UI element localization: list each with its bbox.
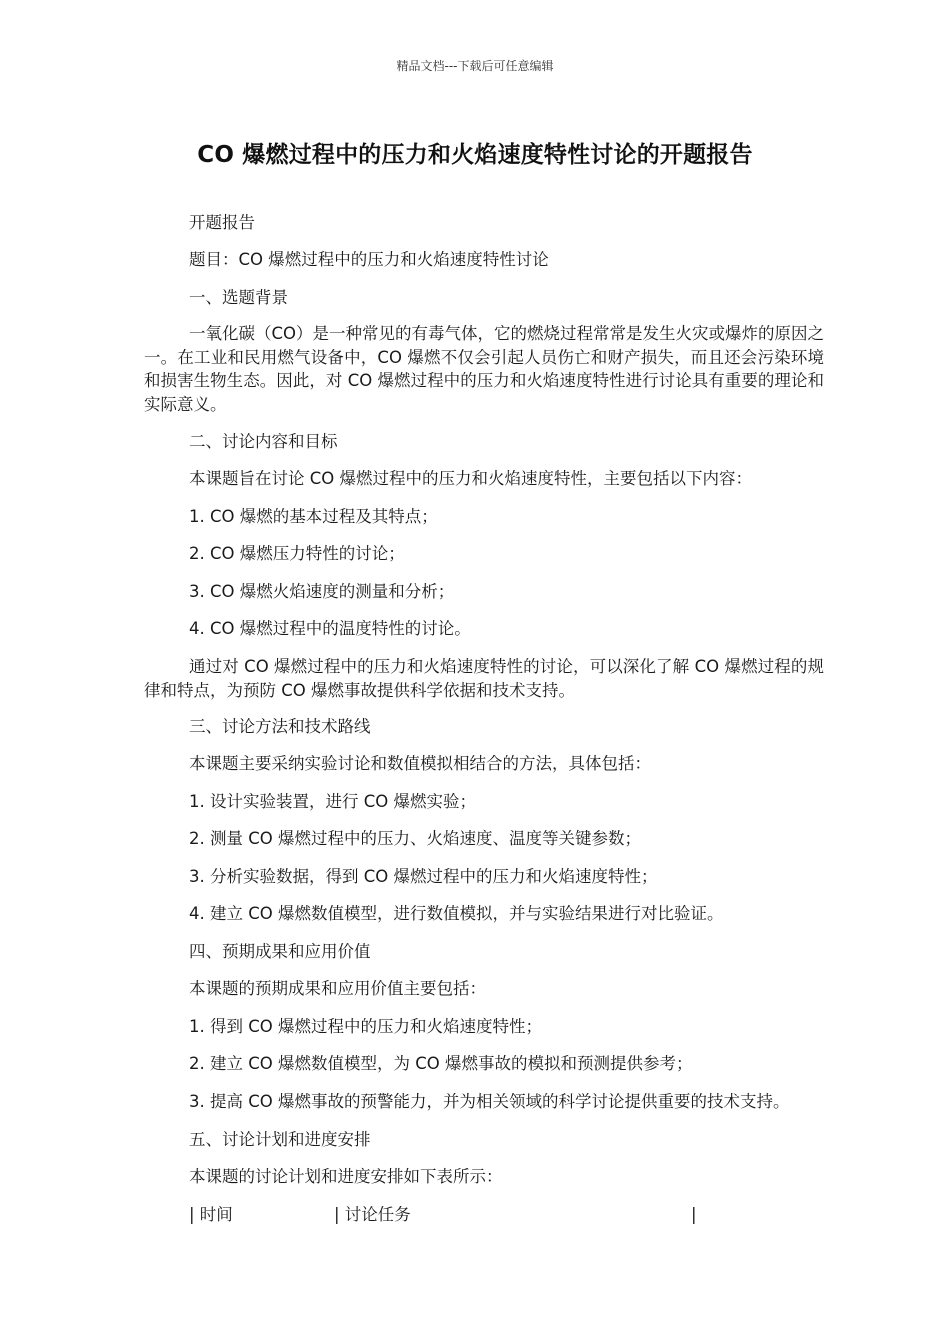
section-2-paragraph: 通过对 CO 爆燃过程中的压力和火焰速度特性的讨论，可以深化了解 CO 爆燃过程的规律和特点，为预防 CO 爆燃事故提供科学依据和技术支持。: [144, 657, 824, 700]
list-item: 2. 建立 CO 爆燃数值模型，为 CO 爆燃事故的模拟和预测提供参考；: [189, 1054, 693, 1073]
section-1-paragraph: 一氧化碳（CO）是一种常见的有毒气体，它的燃烧过程常常是发生火灾或爆炸的原因之一。在工业和民用燃气设备中，CO 爆燃不仅会引起人员伤亡和财产损失，而且还会污染环境和损害生物生态。因此，对 CO 爆燃过程中的压力和火焰速度特性进行讨论具有重要的理论和实际意义。: [144, 324, 825, 414]
header-watermark: 精品文档---下载后可任意编辑: [396, 59, 554, 73]
list-item: 1. 设计实验装置，进行 CO 爆燃实验；: [189, 792, 476, 811]
list-item: 4. CO 爆燃过程中的温度特性的讨论。: [189, 619, 471, 638]
section-5-intro: 本课题的讨论计划和进度安排如下表所示：: [189, 1167, 503, 1186]
table-header-task: | 讨论任务: [334, 1205, 411, 1224]
section-4-intro: 本课题的预期成果和应用价值主要包括：: [189, 979, 486, 998]
section-2-intro: 本课题旨在讨论 CO 爆燃过程中的压力和火焰速度特性，主要包括以下内容：: [189, 469, 752, 488]
section-heading-1: 一、选题背景: [189, 288, 288, 307]
list-item: 1. CO 爆燃的基本过程及其特点；: [189, 507, 438, 526]
list-item: 2. CO 爆燃压力特性的讨论；: [189, 544, 405, 563]
section-heading-3: 三、讨论方法和技术路线: [189, 717, 371, 736]
document-title: CO 爆燃过程中的压力和火焰速度特性讨论的开题报告: [197, 142, 753, 168]
list-item: 3. 分析实验数据，得到 CO 爆燃过程中的压力和火焰速度特性；: [189, 867, 658, 886]
table-header-time: | 时间: [189, 1205, 233, 1224]
list-item: 3. CO 爆燃火焰速度的测量和分析；: [189, 582, 455, 601]
section-3-intro: 本课题主要采纳实验讨论和数值模拟相结合的方法，具体包括：: [189, 754, 651, 773]
report-label: 开题报告: [189, 213, 255, 232]
list-item: 2. 测量 CO 爆燃过程中的压力、火焰速度、温度等关键参数；: [189, 829, 641, 848]
table-header-end: |: [691, 1205, 697, 1224]
list-item: 1. 得到 CO 爆燃过程中的压力和火焰速度特性；: [189, 1017, 542, 1036]
list-item: 3. 提高 CO 爆燃事故的预警能力，并为相关领域的科学讨论提供重要的技术支持。: [189, 1092, 790, 1111]
section-heading-5: 五、讨论计划和进度安排: [189, 1130, 371, 1149]
section-heading-2: 二、讨论内容和目标: [189, 432, 338, 451]
topic-line: 题目：CO 爆燃过程中的压力和火焰速度特性讨论: [189, 250, 549, 269]
list-item: 4. 建立 CO 爆燃数值模型，进行数值模拟，并与实验结果进行对比验证。: [189, 904, 724, 923]
section-heading-4: 四、预期成果和应用价值: [189, 942, 371, 961]
